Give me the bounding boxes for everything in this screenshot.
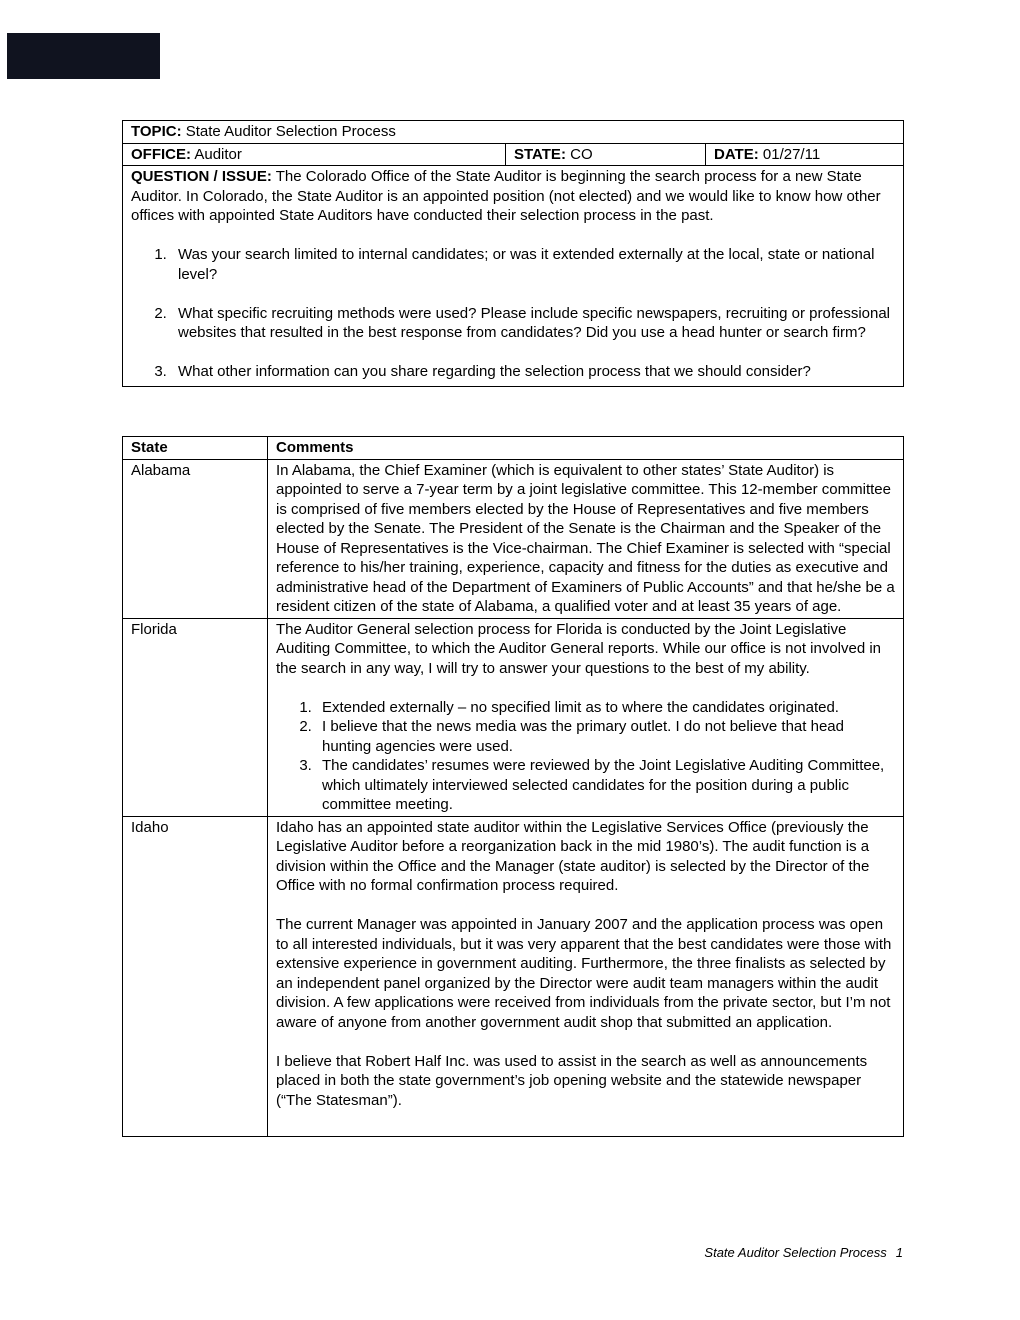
- state-comments: [268, 459, 904, 618]
- date-value: 01/27/11: [762, 145, 821, 163]
- state-value: CO: [570, 145, 593, 163]
- question-cell: [123, 166, 904, 387]
- state-comments: [268, 816, 904, 1137]
- footer-title: State Auditor Selection Process: [704, 1245, 887, 1260]
- column-header-comments: Comments: [268, 437, 904, 460]
- comment-paragraph: I believe that Robert Half Inc. was used to assist in the search as well as announcements placed in both the state government’s job opening website and the statewide newspaper (“The Statesman”).: [276, 1052, 868, 1109]
- comment-paragraph: In Alabama, the Chief Examiner (which is equivalent to other states’ State Auditor) is appointed to serve a 7-year term by a joint legislative committee. This 12-member committee is comprised of five members elected by the House of Representatives and five members elected by the Senate. The President of the Senate is the Chairman and the Speaker of the House of Representatives is the Vice-chairman. The Chief Examiner is selected with “special reference to his/her training, experience, capacity and fitness for the duties as executive and administrative head of the Department of Examiners of Public Accounts” and that he/she be a resident citizen of the state of Alabama, a qualified voter and at least 35 years of age.: [276, 461, 895, 615]
- comment-paragraph: Idaho has an appointed state auditor within the Legislative Services Office (previously the Legislative Auditor before a reorganization back in the mid 1980’s). The audit function is a division within the Office and the Manager (state auditor) is selected by the Director of the Office with no formal confirmation process required.: [276, 818, 870, 894]
- question-text: The Colorado Office of the State Auditor is beginning the search process for a new State Auditor. In Colorado, the State Auditor is an appointed position (not elected) and we would like to know how other offices with appointed State Auditors have conducted their selection process in the past.: [131, 168, 881, 224]
- state-name: Alabama: [123, 459, 268, 618]
- state-comments: [268, 618, 904, 816]
- office-label: OFFICE:: [131, 145, 191, 163]
- dark-corner-banner: [7, 33, 160, 79]
- office-cell: [123, 143, 506, 166]
- table-row-alabama: [123, 459, 904, 618]
- state-label: STATE:: [514, 145, 566, 163]
- states-header-row: [123, 437, 904, 460]
- date-label: DATE:: [714, 145, 759, 163]
- topic-value: State Auditor Selection Process: [185, 123, 396, 140]
- table-row-florida: [123, 618, 904, 816]
- answer-item: 2. I believe that the news media was the primary outlet. I do not believe that head hunting agencies were used.: [316, 717, 895, 756]
- state-name: Florida: [123, 618, 268, 816]
- florida-answer-list: [276, 698, 895, 815]
- state-name: Idaho: [123, 816, 268, 1137]
- question-paragraph: [131, 167, 895, 226]
- office-state-date-row: [123, 143, 904, 166]
- answer-item: 3. The candidates’ resumes were reviewed by the Joint Legislative Auditing Committee, which ultimately interviewed selected candidates for the position during a public committee meeting.: [316, 756, 895, 815]
- date-cell: [706, 143, 904, 166]
- question-item: 2. What specific recruiting methods were used? Please include specific newspapers, recruiting or professional websites that resulted in the best response from candidates? Did you use a head hunter or search firm?: [171, 304, 895, 343]
- header-table: [122, 120, 904, 387]
- comment-paragraph: The current Manager was appointed in January 2007 and the application process was open to all interested individuals, but it was very apparent that the best candidates were those with extensive experience in government auditing. Furthermore, the three finalists as selected by an independent panel organized by the Director were audit team managers within the audit division. A few applications were received from individuals from the private sector, but I’m not aware of anyone from another government audit shop that submitted an application.: [276, 916, 892, 1031]
- question-list: [131, 245, 895, 382]
- state-cell: [506, 143, 706, 166]
- answer-item: 1. Extended externally – no specified limit as to where the candidates originated.: [316, 698, 895, 718]
- table-row-idaho: [123, 816, 904, 1137]
- question-row: [123, 166, 904, 387]
- states-table: [122, 436, 904, 1137]
- page-footer: [704, 1243, 903, 1263]
- question-item: 3. What other information can you share regarding the selection process that we should consider?: [171, 362, 895, 382]
- topic-label: TOPIC:: [131, 123, 182, 140]
- question-item: 1. Was your search limited to internal candidates; or was it extended externally at the local, state or national level?: [171, 245, 895, 284]
- topic-cell: [123, 121, 904, 144]
- topic-row: [123, 121, 904, 144]
- question-label: QUESTION / ISSUE:: [131, 168, 272, 185]
- footer-page-number: 1: [895, 1245, 903, 1260]
- column-header-state: State: [123, 437, 268, 460]
- office-value: Auditor: [194, 145, 242, 163]
- comment-paragraph: The Auditor General selection process for Florida is conducted by the Joint Legislative Auditing Committee, to which the Auditor General reports. While our office is not involved in the search in any way, I will try to answer your questions to the best of my ability.: [276, 620, 882, 677]
